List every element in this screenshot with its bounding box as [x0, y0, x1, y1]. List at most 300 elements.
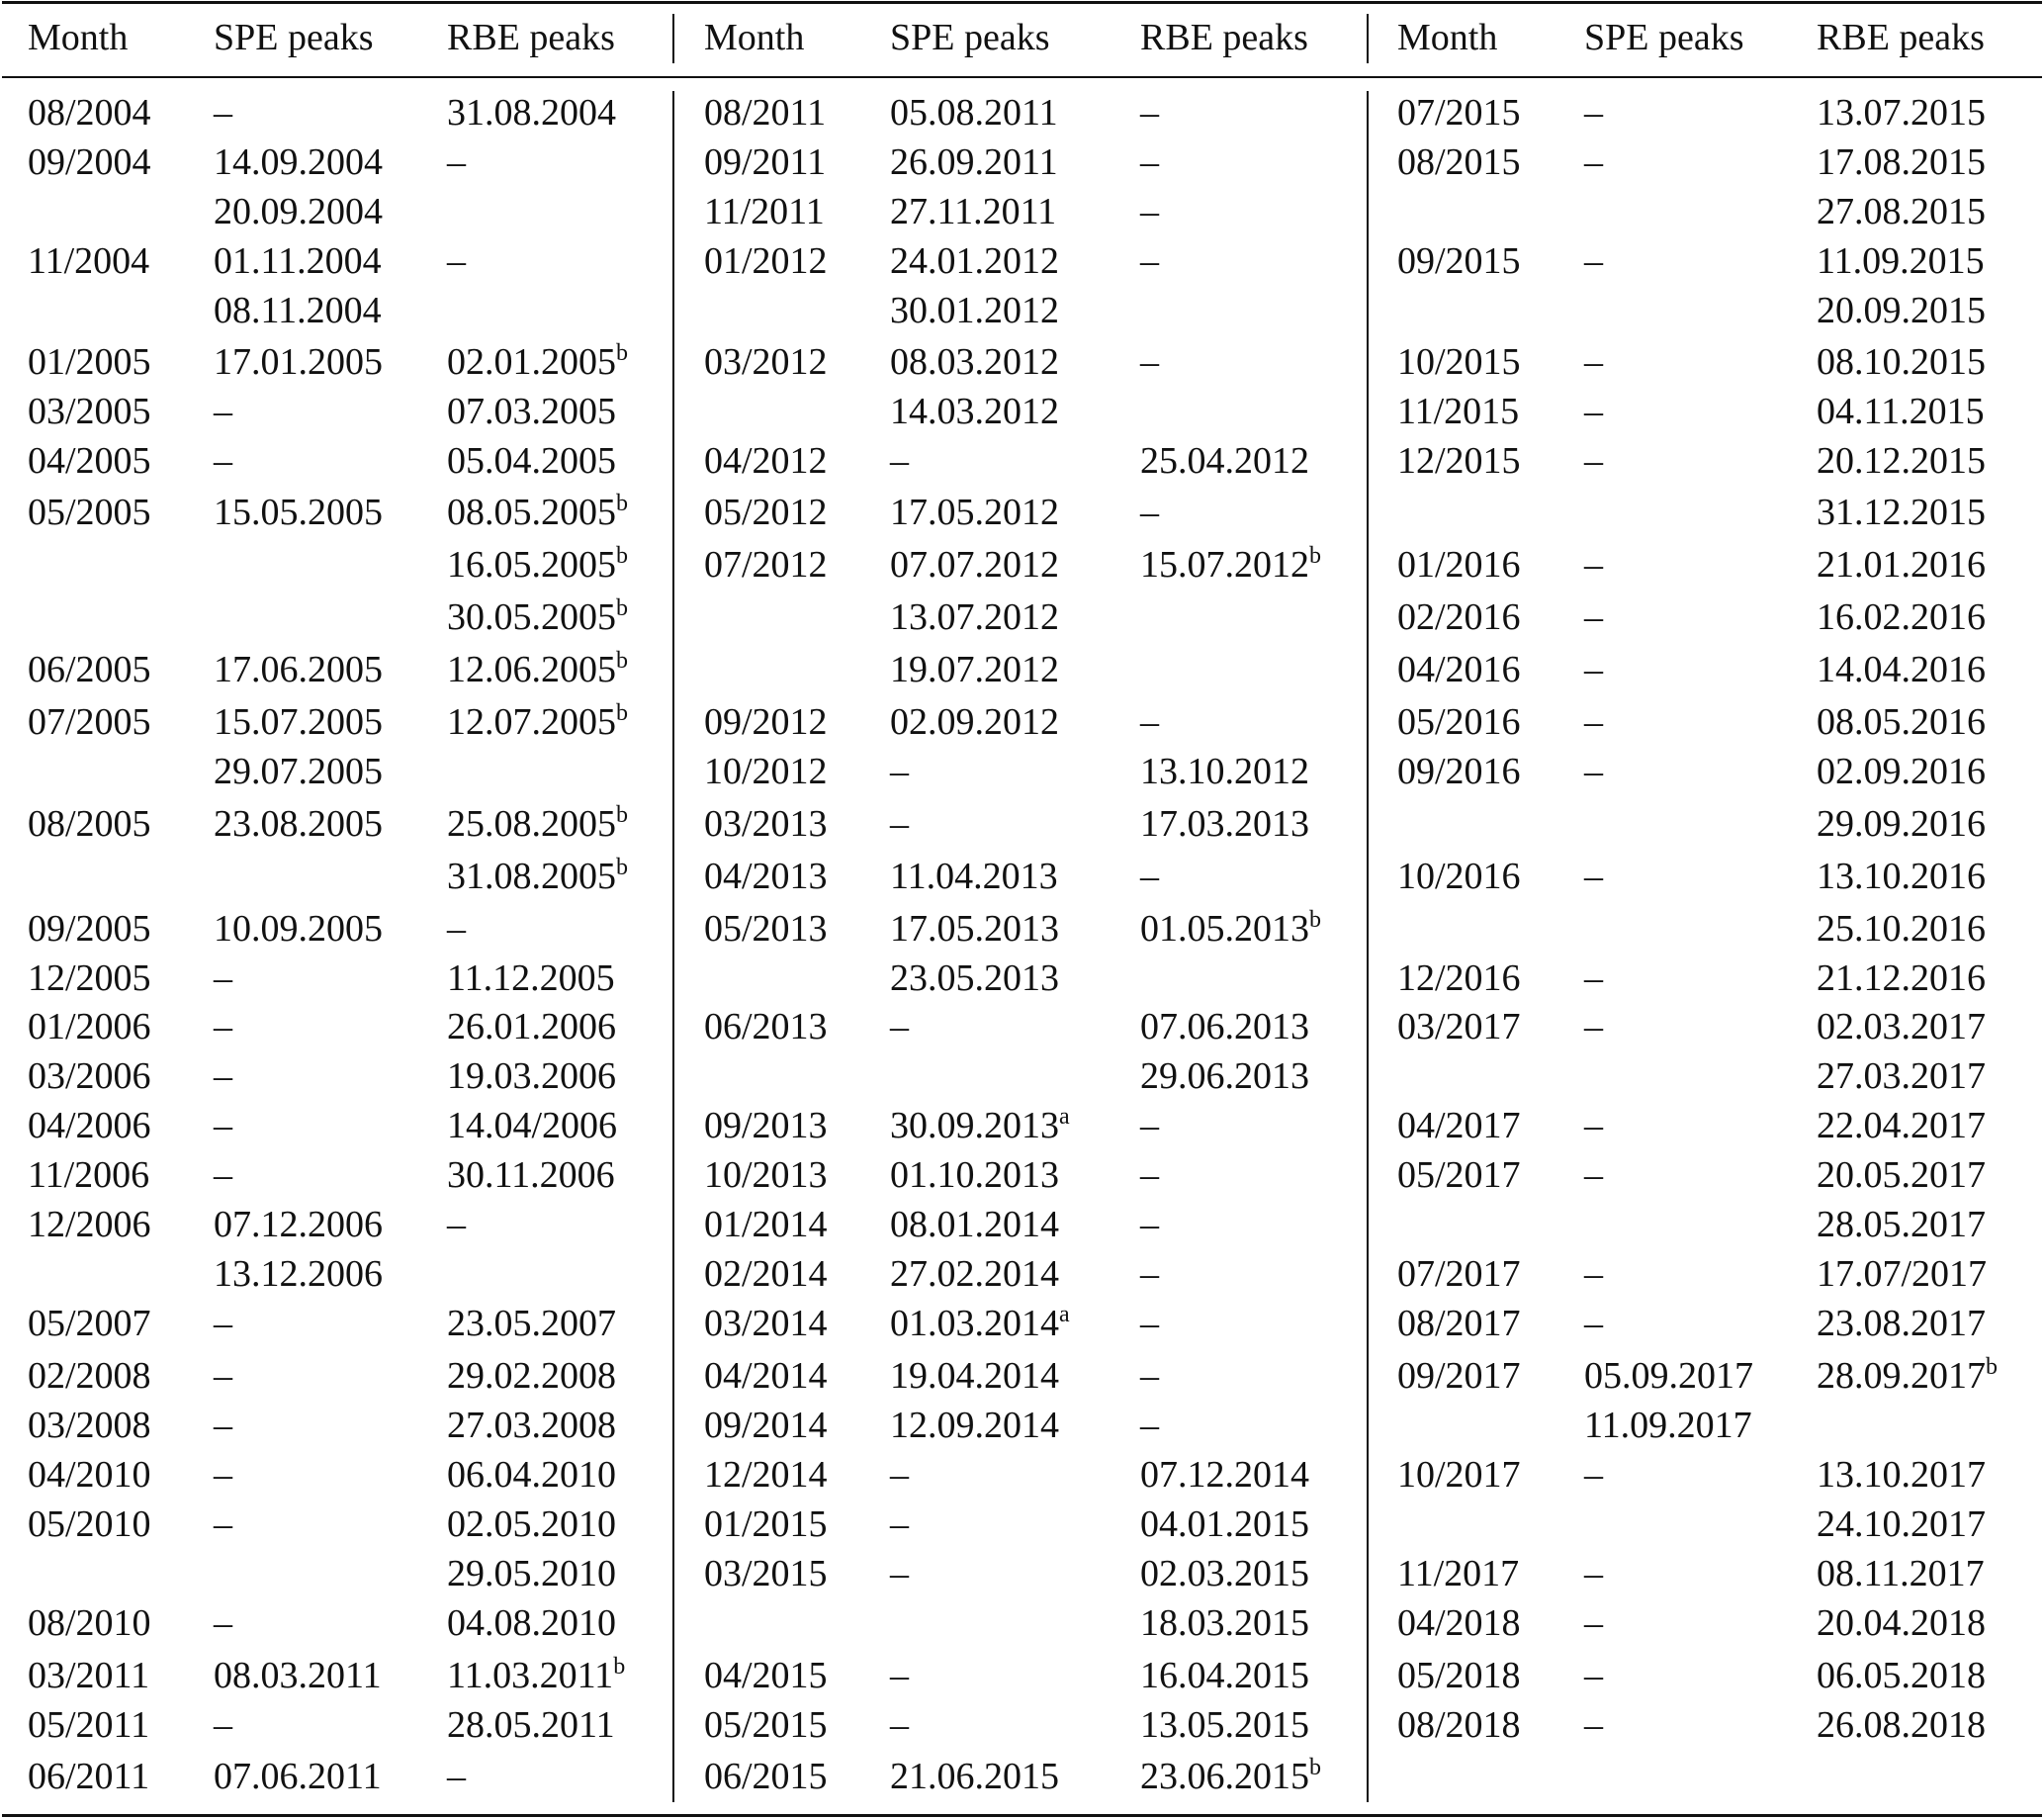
panel2-month-cell	[704, 1150, 828, 1200]
rbe-value: 08.05.2016	[1817, 701, 1986, 743]
panel1-month-cell	[28, 337, 151, 387]
month-value: 01/2015	[704, 1503, 828, 1545]
panel1-rbe-cell	[447, 954, 615, 1003]
spe-value: 11.04.2013	[890, 856, 1058, 897]
panel2-spe-cell	[890, 1150, 1059, 1200]
panel3-rbe-cell	[1817, 540, 1986, 590]
panel3-month-cell	[1397, 540, 1521, 590]
panel1-spe-cell	[214, 1150, 232, 1200]
spe-value: 08.03.2012	[890, 341, 1059, 383]
panel1-month-cell	[28, 904, 151, 954]
spe-value: 17.06.2005	[214, 649, 383, 690]
rbe-value: 13.10.2017	[1817, 1454, 1986, 1496]
panel1-rbe-cell	[447, 1150, 615, 1200]
footnote-marker: b	[1309, 1755, 1321, 1780]
panel3-spe-cell	[1584, 697, 1603, 747]
month-value: 04/2012	[704, 440, 828, 482]
month-value: 09/2013	[704, 1105, 828, 1146]
spe-value: 13.07.2012	[890, 596, 1059, 638]
rbe-value: 23.05.2007	[447, 1303, 616, 1344]
panel2-spe-cell	[890, 592, 1059, 642]
panel3-rbe-cell	[1817, 436, 1986, 486]
spe-value: –	[1584, 1154, 1603, 1196]
panel2-spe-cell	[890, 1500, 909, 1549]
panel1-spe-cell	[214, 488, 383, 537]
spe-value: 19.04.2014	[890, 1355, 1059, 1397]
month-value: 05/2005	[28, 492, 151, 533]
spe-value: 05.09.2017	[1584, 1355, 1753, 1397]
spe-value: –	[890, 751, 909, 792]
rbe-value: –	[1140, 191, 1159, 232]
panel1-rbe-cell	[447, 1002, 616, 1051]
spe-value: –	[1584, 596, 1603, 638]
spe-value: 01.11.2004	[214, 240, 382, 282]
panel3-spe-cell	[1584, 137, 1603, 187]
panel3-spe-cell	[1584, 592, 1603, 642]
panel2-rbe-cell	[1140, 1598, 1309, 1648]
panel2-rbe-cell	[1140, 337, 1159, 387]
rbe-value: 02.03.2015	[1140, 1553, 1309, 1594]
panel2-spe-cell	[890, 1450, 909, 1500]
footnote-marker: b	[1309, 543, 1321, 569]
rbe-value: 02.05.2010	[447, 1503, 616, 1545]
panel2-rbe-cell	[1140, 747, 1309, 796]
rbe-value: 20.04.2018	[1817, 1602, 1986, 1644]
spe-value: 07.12.2006	[214, 1204, 383, 1245]
month-value: 11/2015	[1397, 391, 1520, 432]
spe-value: –	[214, 1405, 232, 1446]
month-value: 12/2014	[704, 1454, 828, 1496]
panel3-month-cell	[1397, 137, 1521, 187]
panel1-rbe-cell	[447, 1450, 616, 1500]
header-rule	[2, 76, 2042, 78]
month-value: 01/2016	[1397, 544, 1521, 586]
panel2-rbe-cell	[1140, 1700, 1309, 1750]
month-value: 03/2014	[704, 1303, 828, 1344]
panel1-spe-cell	[214, 137, 383, 187]
rbe-value: 15.07.2012	[1140, 544, 1309, 586]
spe-value: –	[1584, 341, 1603, 383]
month-value: 08/2015	[1397, 141, 1521, 183]
rbe-value: 25.08.2005	[447, 803, 616, 845]
panel3-month-cell	[1397, 1700, 1521, 1750]
month-value: 04/2006	[28, 1105, 151, 1146]
spe-value: 14.09.2004	[214, 141, 383, 183]
month-value: 11/2006	[28, 1154, 150, 1196]
panel3-spe-cell	[1584, 540, 1603, 590]
rbe-value: 20.05.2017	[1817, 1154, 1986, 1196]
month-value: 02/2008	[28, 1355, 151, 1397]
rbe-value: 31.08.2004	[447, 92, 616, 134]
panel3-rbe-cell	[1817, 852, 1986, 901]
spe-value: –	[1584, 1253, 1603, 1295]
spe-value: 20.09.2004	[214, 191, 383, 232]
rbe-value: –	[1140, 856, 1159, 897]
footnote-marker: b	[613, 1654, 626, 1680]
panel1-month-cell	[28, 1101, 151, 1150]
rbe-value: 17.03.2013	[1140, 803, 1309, 845]
panel3-spe-cell	[1584, 387, 1603, 436]
month-value: 05/2013	[704, 908, 828, 950]
rbe-value: –	[1140, 141, 1159, 183]
rbe-value: 26.01.2006	[447, 1006, 616, 1047]
header-spe-2: SPE peaks	[890, 17, 1050, 58]
spe-value: –	[890, 1655, 909, 1696]
panel3-rbe-cell	[1817, 236, 1985, 286]
rbe-value: 28.05.2011	[447, 1704, 615, 1746]
panel2-spe-cell	[890, 488, 1059, 537]
month-value: 12/2016	[1397, 957, 1521, 999]
rbe-value: 14.04.2016	[1817, 649, 1986, 690]
panel3-month-cell	[1397, 1249, 1521, 1299]
spe-value: 05.08.2011	[890, 92, 1058, 134]
rbe-value: 12.07.2005	[447, 701, 616, 743]
panel2-spe-cell	[890, 1549, 909, 1598]
panel3-month-cell	[1397, 1450, 1521, 1500]
spe-value: 30.01.2012	[890, 290, 1059, 331]
panel2-rbe-cell	[1140, 1150, 1159, 1200]
spe-value: –	[890, 1006, 909, 1047]
panel2-month-cell	[704, 337, 828, 387]
panel1-spe-cell	[214, 1700, 232, 1750]
panel2-spe-cell	[890, 1752, 1059, 1801]
month-value: 09/2015	[1397, 240, 1521, 282]
month-value: 11/2011	[704, 191, 825, 232]
rbe-value: 29.06.2013	[1140, 1055, 1309, 1097]
panel1-month-cell	[28, 436, 151, 486]
month-value: 05/2011	[28, 1704, 150, 1746]
rbe-value: 11.03.2011	[447, 1655, 614, 1696]
panel3-rbe-cell	[1817, 137, 1986, 187]
panel1-rbe-cell	[447, 488, 628, 537]
spe-value: –	[1584, 391, 1603, 432]
panel1-rbe-cell	[447, 1700, 615, 1750]
panel3-spe-cell	[1584, 1401, 1752, 1450]
spe-value: –	[214, 1055, 232, 1097]
month-value: 09/2012	[704, 701, 828, 743]
rbe-value: –	[447, 908, 466, 950]
rbe-value: –	[447, 240, 466, 282]
month-value: 08/2004	[28, 92, 151, 134]
month-value: 12/2015	[1397, 440, 1521, 482]
panel3-spe-cell	[1584, 1249, 1603, 1299]
panel2-spe-cell	[890, 799, 909, 849]
panel1-spe-cell	[214, 954, 232, 1003]
spe-value: 27.02.2014	[890, 1253, 1059, 1295]
rbe-value: 01.05.2013	[1140, 908, 1309, 950]
month-value: 04/2016	[1397, 649, 1521, 690]
month-value: 03/2012	[704, 341, 828, 383]
panel3-rbe-cell	[1817, 747, 1986, 796]
month-value: 05/2018	[1397, 1655, 1521, 1696]
panel2-rbe-cell	[1140, 137, 1159, 187]
panel1-rbe-cell	[447, 645, 628, 694]
month-value: 05/2015	[704, 1704, 828, 1746]
panel1-month-cell	[28, 1299, 151, 1348]
panel1-spe-cell	[214, 1500, 232, 1549]
spe-value: –	[1584, 856, 1603, 897]
spe-value: 07.06.2011	[214, 1756, 382, 1797]
month-value: 06/2005	[28, 649, 151, 690]
panel3-rbe-cell	[1817, 954, 1986, 1003]
panel3-month-cell	[1397, 337, 1521, 387]
panel2-spe-cell	[890, 1200, 1059, 1249]
spe-value: –	[1584, 1553, 1603, 1594]
spe-value: 17.01.2005	[214, 341, 383, 383]
panel2-spe-cell	[890, 1299, 1070, 1348]
panel3-month-cell	[1397, 954, 1521, 1003]
spe-value: –	[214, 1006, 232, 1047]
panel1-spe-cell	[214, 1450, 232, 1500]
panel-divider-1	[672, 91, 674, 1802]
spe-value: 24.01.2012	[890, 240, 1059, 282]
panel2-spe-cell	[890, 1401, 1059, 1450]
panel3-spe-cell	[1584, 954, 1603, 1003]
panel2-rbe-cell	[1140, 1002, 1309, 1051]
footnote-marker: b	[1309, 907, 1321, 933]
panel2-month-cell	[704, 488, 828, 537]
spe-value: 15.05.2005	[214, 492, 383, 533]
panel2-month-cell	[704, 852, 828, 901]
panel3-spe-cell	[1584, 1598, 1603, 1648]
rbe-value: 30.05.2005	[447, 596, 616, 638]
panel1-month-cell	[28, 1500, 151, 1549]
panel1-spe-cell	[214, 1249, 383, 1299]
panel3-month-cell	[1397, 1002, 1521, 1051]
rbe-value: 27.08.2015	[1817, 191, 1986, 232]
rbe-value: 25.10.2016	[1817, 908, 1986, 950]
spe-value: –	[214, 1355, 232, 1397]
rbe-value: 02.09.2016	[1817, 751, 1986, 792]
panel1-spe-cell	[214, 1299, 232, 1348]
spe-value: –	[1584, 1602, 1603, 1644]
month-value: 04/2014	[704, 1355, 828, 1397]
panel3-spe-cell	[1584, 852, 1603, 901]
spe-value: 26.09.2011	[890, 141, 1058, 183]
panel2-spe-cell	[890, 697, 1059, 747]
spe-value: –	[1584, 649, 1603, 690]
panel3-rbe-cell	[1817, 88, 1986, 137]
panel3-spe-cell	[1584, 1700, 1603, 1750]
month-value: 09/2014	[704, 1405, 828, 1446]
spe-value: –	[1584, 1303, 1603, 1344]
panel1-rbe-cell	[447, 697, 628, 747]
panel2-month-cell	[704, 187, 825, 236]
panel2-spe-cell	[890, 436, 909, 486]
panel3-rbe-cell	[1817, 286, 1986, 335]
panel2-rbe-cell	[1140, 187, 1159, 236]
rbe-value: –	[1140, 1105, 1159, 1146]
header-rbe-1: RBE peaks	[447, 17, 615, 58]
panel2-rbe-cell	[1140, 1101, 1159, 1150]
panel2-rbe-cell	[1140, 540, 1321, 590]
header-rbe-2: RBE peaks	[1140, 17, 1308, 58]
panel2-rbe-cell	[1140, 1500, 1309, 1549]
panel3-month-cell	[1397, 697, 1521, 747]
panel1-month-cell	[28, 137, 151, 187]
panel3-month-cell	[1397, 645, 1521, 694]
panel3-month-cell	[1397, 1549, 1519, 1598]
spe-value: 07.07.2012	[890, 544, 1059, 586]
panel3-month-cell	[1397, 747, 1521, 796]
rbe-value: 02.01.2005	[447, 341, 616, 383]
panel3-spe-cell	[1584, 1651, 1603, 1700]
panel2-spe-cell	[890, 286, 1059, 335]
rbe-value: 31.12.2015	[1817, 492, 1986, 533]
panel3-rbe-cell	[1817, 337, 1986, 387]
spe-value: 11.09.2017	[1584, 1405, 1752, 1446]
panel2-spe-cell	[890, 1002, 909, 1051]
rbe-value: –	[1140, 1303, 1159, 1344]
month-value: 01/2006	[28, 1006, 151, 1047]
month-value: 01/2005	[28, 341, 151, 383]
spe-value: –	[214, 1704, 232, 1746]
month-value: 09/2016	[1397, 751, 1521, 792]
rbe-value: 04.08.2010	[447, 1602, 616, 1644]
panel1-month-cell	[28, 1651, 149, 1700]
panel1-month-cell	[28, 1051, 151, 1101]
panel1-spe-cell	[214, 1598, 232, 1648]
panel3-rbe-cell	[1817, 1200, 1986, 1249]
panel3-rbe-cell	[1817, 1299, 1986, 1348]
spe-value: –	[1584, 1704, 1603, 1746]
panel1-spe-cell	[214, 645, 383, 694]
spe-value: –	[1584, 440, 1603, 482]
panel1-rbe-cell	[447, 236, 466, 286]
header-spe-1: SPE peaks	[214, 17, 374, 58]
panel1-month-cell	[28, 236, 149, 286]
panel2-month-cell	[704, 697, 828, 747]
spe-value: –	[1584, 544, 1603, 586]
panel2-rbe-cell	[1140, 436, 1309, 486]
panel3-spe-cell	[1584, 1002, 1603, 1051]
rbe-value: 02.03.2017	[1817, 1006, 1986, 1047]
header-month-1: Month	[28, 17, 129, 58]
spe-value: 02.09.2012	[890, 701, 1059, 743]
spe-value: 29.07.2005	[214, 751, 383, 792]
panel3-month-cell	[1397, 236, 1521, 286]
panel1-spe-cell	[214, 387, 232, 436]
panel3-spe-cell	[1584, 337, 1603, 387]
rbe-value: –	[1140, 1253, 1159, 1295]
spe-value: –	[890, 1503, 909, 1545]
spe-value: –	[1584, 751, 1603, 792]
panel2-spe-cell	[890, 187, 1056, 236]
panel3-month-cell	[1397, 1150, 1521, 1200]
month-value: 05/2007	[28, 1303, 151, 1344]
panel2-spe-cell	[890, 88, 1058, 137]
footnote-marker: a	[1059, 1104, 1070, 1130]
panel3-month-cell	[1397, 1101, 1521, 1150]
panel1-rbe-cell	[447, 337, 628, 387]
panel1-spe-cell	[214, 286, 382, 335]
footnote-marker: b	[616, 543, 628, 569]
month-value: 08/2005	[28, 803, 151, 845]
month-value: 09/2017	[1397, 1355, 1521, 1397]
panel2-spe-cell	[890, 1249, 1059, 1299]
panel2-spe-cell	[890, 1351, 1059, 1401]
panel3-month-cell	[1397, 1351, 1521, 1401]
footnote-marker: b	[616, 700, 628, 726]
month-value: 10/2017	[1397, 1454, 1521, 1496]
panel-divider-header-1	[672, 14, 674, 63]
panel3-spe-cell	[1584, 88, 1603, 137]
month-value: 08/2011	[704, 92, 827, 134]
rbe-value: 14.04/2006	[447, 1105, 618, 1146]
panel2-rbe-cell	[1140, 236, 1159, 286]
panel2-month-cell	[704, 1101, 828, 1150]
rbe-value: 18.03.2015	[1140, 1602, 1309, 1644]
month-value: 03/2008	[28, 1405, 151, 1446]
panel1-rbe-cell	[447, 1299, 616, 1348]
spe-value: 17.05.2012	[890, 492, 1059, 533]
spe-value: 23.08.2005	[214, 803, 383, 845]
spe-value: –	[1584, 240, 1603, 282]
panel1-rbe-cell	[447, 540, 628, 590]
rbe-value: –	[447, 141, 466, 183]
spe-value: 08.11.2004	[214, 290, 382, 331]
panel2-rbe-cell	[1140, 1549, 1309, 1598]
panel1-month-cell	[28, 1401, 151, 1450]
panel2-rbe-cell	[1140, 697, 1159, 747]
panel3-rbe-cell	[1817, 488, 1986, 537]
panel1-rbe-cell	[447, 1200, 466, 1249]
month-value: 08/2010	[28, 1602, 151, 1644]
month-value: 03/2011	[28, 1655, 150, 1696]
panel3-spe-cell	[1584, 1450, 1603, 1500]
panel2-rbe-cell	[1140, 1752, 1321, 1801]
panel1-month-cell	[28, 1700, 149, 1750]
rbe-value: 11.09.2015	[1817, 240, 1985, 282]
panel1-spe-cell	[214, 88, 232, 137]
month-value: 07/2005	[28, 701, 151, 743]
rbe-value: 07.12.2014	[1140, 1454, 1309, 1496]
panel2-month-cell	[704, 1401, 828, 1450]
panel3-spe-cell	[1584, 436, 1603, 486]
panel2-spe-cell	[890, 1651, 909, 1700]
spe-value: –	[890, 1704, 909, 1746]
month-value: 11/2004	[28, 240, 150, 282]
rbe-value: 08.10.2015	[1817, 341, 1986, 383]
panel1-spe-cell	[214, 697, 383, 747]
month-value: 03/2015	[704, 1553, 828, 1594]
panel3-rbe-cell	[1817, 1002, 1986, 1051]
rbe-value: 12.06.2005	[447, 649, 616, 690]
rbe-value: 26.08.2018	[1817, 1704, 1986, 1746]
spe-value: 10.09.2005	[214, 908, 383, 950]
panel2-month-cell	[704, 1200, 828, 1249]
month-value: 09/2004	[28, 141, 151, 183]
panel1-rbe-cell	[447, 1752, 466, 1801]
panel1-rbe-cell	[447, 1401, 616, 1450]
spe-value: 23.05.2013	[890, 957, 1059, 999]
month-value: 03/2006	[28, 1055, 151, 1097]
month-value: 09/2005	[28, 908, 151, 950]
panel3-rbe-cell	[1817, 1351, 1998, 1401]
month-value: 06/2013	[704, 1006, 828, 1047]
panel3-rbe-cell	[1817, 387, 1985, 436]
panel2-month-cell	[704, 1249, 828, 1299]
panel1-spe-cell	[214, 1200, 383, 1249]
spe-value: –	[214, 957, 232, 999]
panel1-spe-cell	[214, 1401, 232, 1450]
spe-value: –	[214, 92, 232, 134]
rbe-value: 07.06.2013	[1140, 1006, 1309, 1047]
panel3-spe-cell	[1584, 747, 1603, 796]
panel1-month-cell	[28, 387, 151, 436]
spe-value: –	[214, 440, 232, 482]
rbe-value: 30.11.2006	[447, 1154, 615, 1196]
